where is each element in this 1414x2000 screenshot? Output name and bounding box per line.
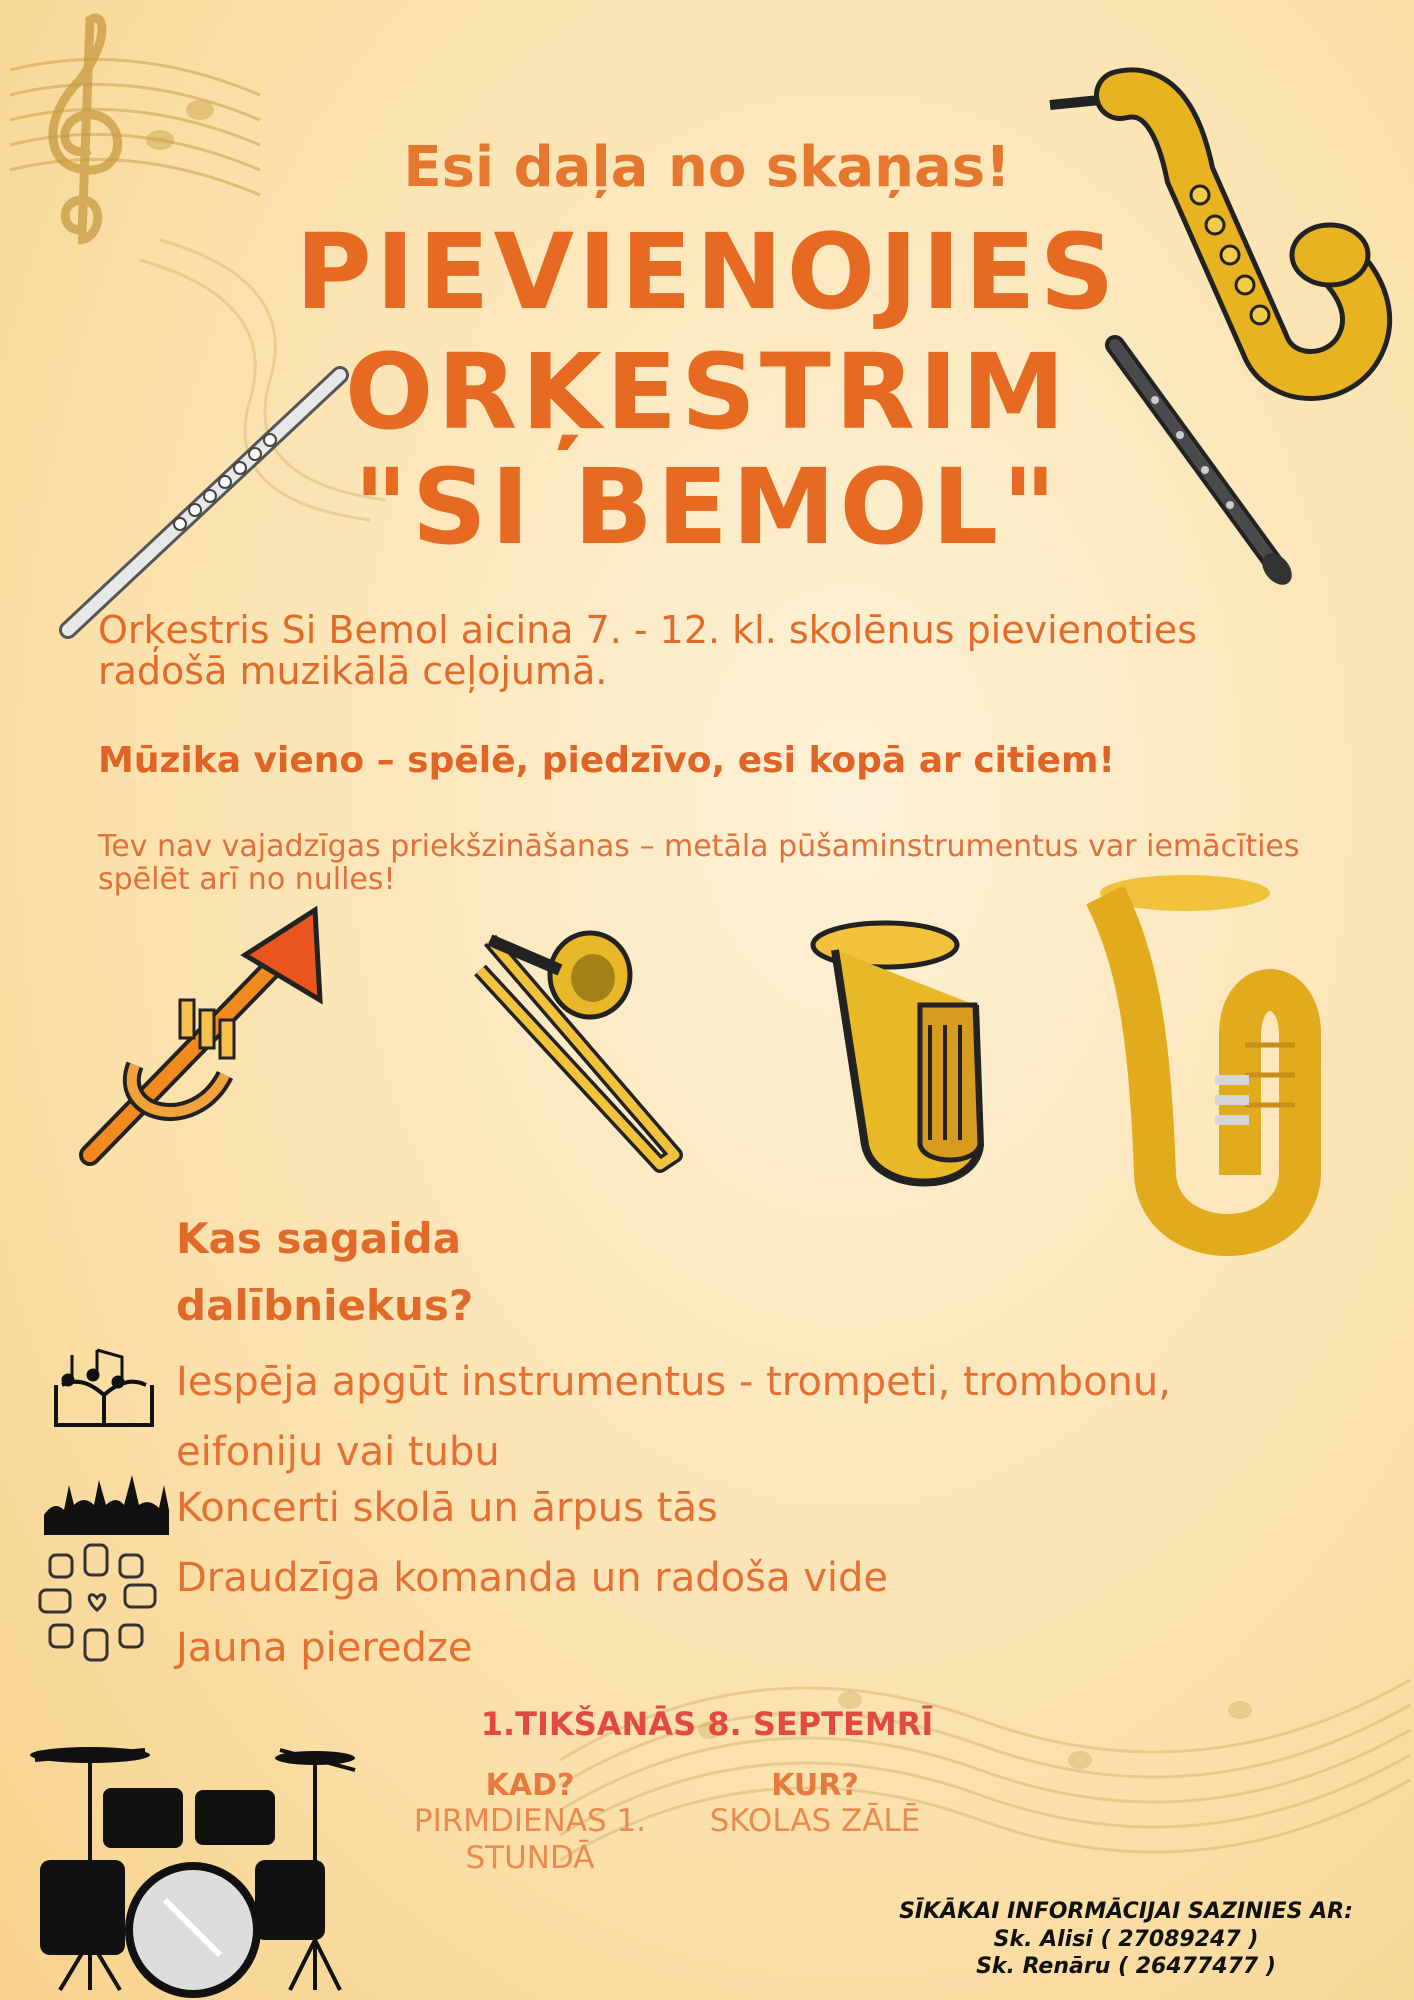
- trombone-icon: [465, 910, 690, 1170]
- euphonium-icon: [815, 915, 1015, 1195]
- benefit-item-concerts: Koncerti skolā un ārpus tās: [176, 1485, 718, 1531]
- hands-circle-icon: [35, 1540, 160, 1665]
- slogan: Mūzika vieno – spēlē, piedzīvo, esi kopā ar citiem!: [98, 740, 1115, 781]
- contact-label: SĪKĀKAI INFORMĀCIJAI SAZINIES AR:: [899, 1899, 1353, 1924]
- benefit-item-instruments: [176, 1347, 1171, 1487]
- tuba-icon: [1095, 875, 1325, 1255]
- trumpet-icon: [75, 905, 325, 1170]
- benefits-title-line-2: dalībniekus?: [176, 1281, 474, 1331]
- crowd-icon: [44, 1470, 169, 1535]
- headline-line-1: PIEVIENOJIES: [295, 211, 1119, 333]
- first-meeting-date: 1.TIKŠANĀS 8. SEPTEMRĪ: [480, 1705, 934, 1743]
- benefits-title-line-1: Kas sagaida: [176, 1214, 462, 1263]
- intro-text: Orķestris Si Bemol aicina 7. - 12. kl. skolēnus pievienoties radošā muzikālā ceļojumā.: [98, 608, 1198, 694]
- contact-person-1: Sk. Alisi ( 27089247 ): [993, 1926, 1259, 1952]
- drum-kit-icon: [15, 1740, 360, 1995]
- where-value: SKOLAS ZĀLĒ: [709, 1803, 921, 1839]
- benefit-item-team: Draudzīga komanda un radoša vide: [176, 1555, 888, 1601]
- when-block: [395, 1768, 665, 1877]
- headline-line-2: ORĶESTRIM: [344, 331, 1070, 453]
- when-value-line-1: PIRMDIENAS 1.: [413, 1803, 647, 1839]
- when-value-line-2: STUNDĀ: [465, 1840, 595, 1877]
- music-book-icon: [52, 1345, 156, 1429]
- benefit-line-2: eifoniju vai tubu: [176, 1429, 500, 1475]
- benefits-title: [176, 1205, 473, 1339]
- where-block: [690, 1768, 940, 1840]
- contact-block: [866, 1898, 1386, 1981]
- no-experience-note: Tev nav vajadzīgas priekšzināšanas – metāla pūšaminstrumentus var iemācīties spēlēt arī no nulles!: [98, 829, 1300, 897]
- tagline: Esi daļa no skaņas!: [403, 135, 1011, 200]
- headline-line-3: "SI BEMOL": [353, 446, 1061, 568]
- benefit-item-experience: Jauna pieredze: [176, 1625, 473, 1671]
- benefit-line-1: Iespēja apgūt instrumentus - trompeti, trombonu,: [176, 1359, 1171, 1405]
- where-label: KUR?: [771, 1768, 859, 1803]
- contact-person-2: Sk. Renāru ( 26477477 ): [976, 1954, 1276, 1979]
- when-label: KAD?: [485, 1768, 575, 1803]
